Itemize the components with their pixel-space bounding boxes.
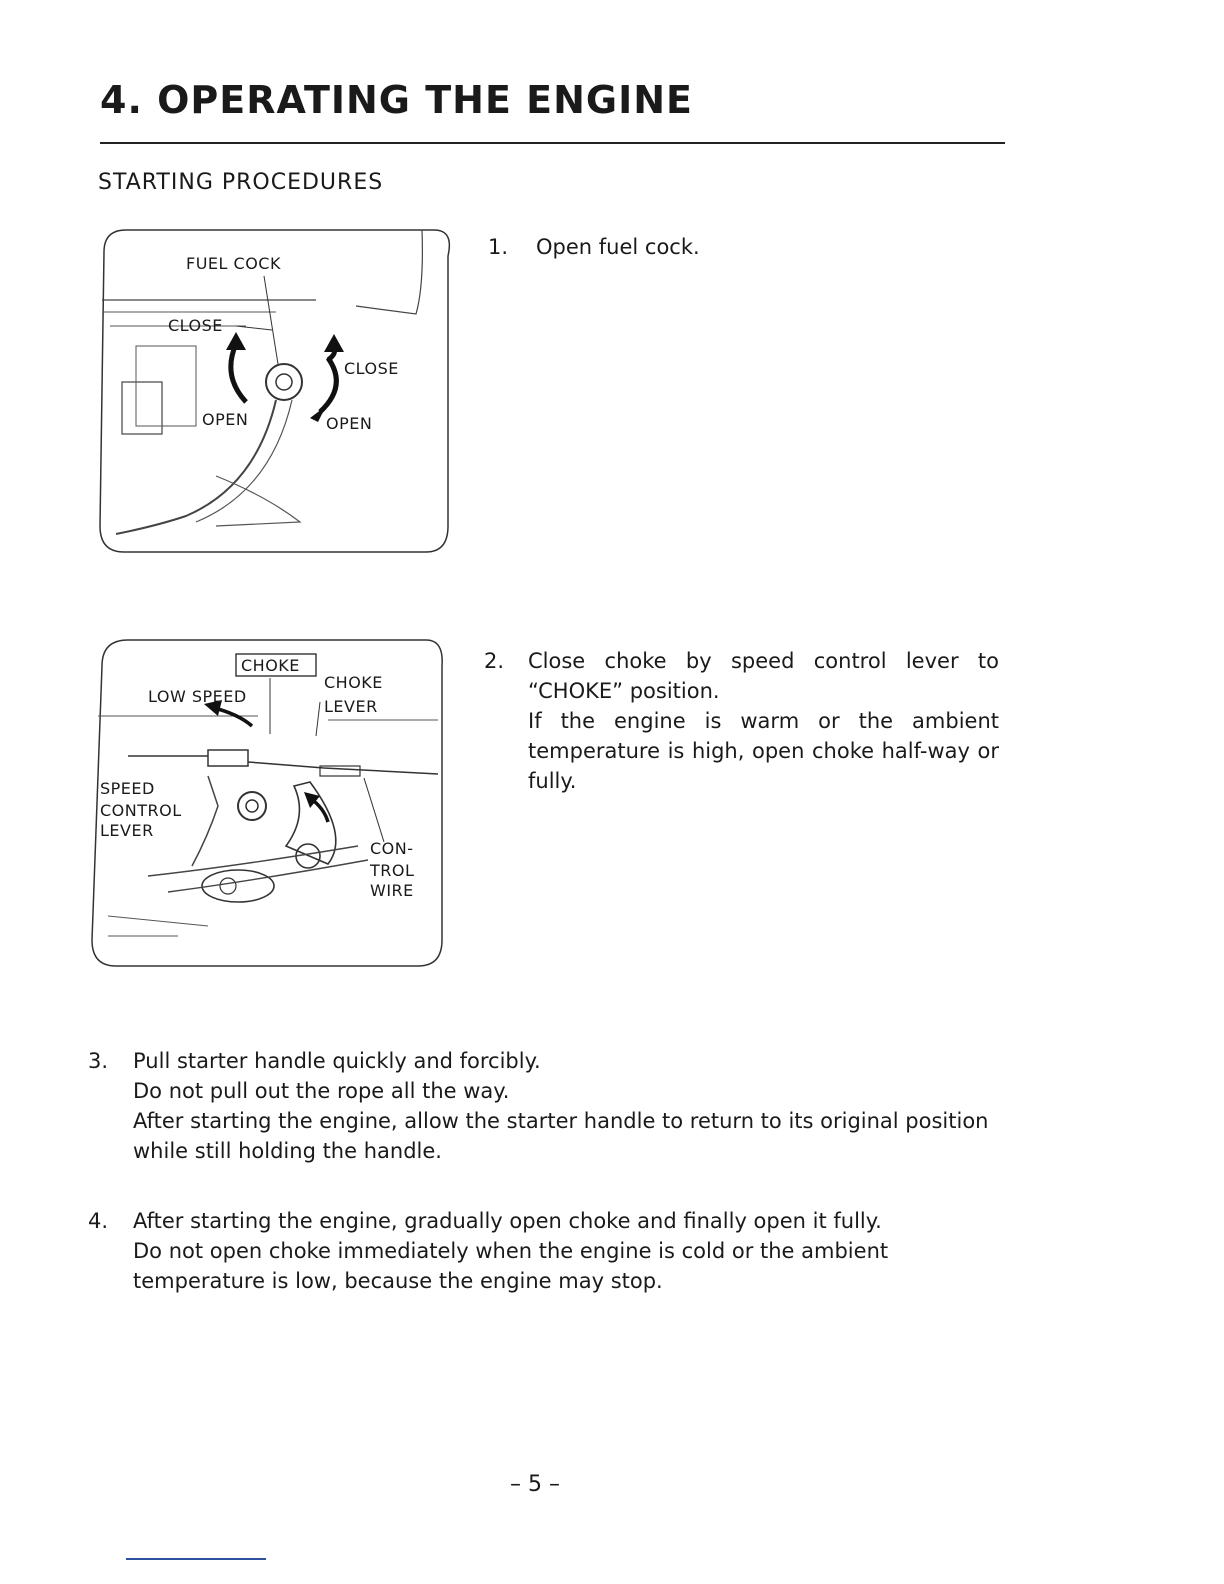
step-text: Open fuel cock. (536, 235, 700, 259)
choke-lever-illustration (88, 636, 448, 972)
step-number: 2. (484, 649, 505, 673)
label-close-right: CLOSE (344, 359, 399, 378)
step-text: Close choke by speed control lever to “CHOKE” position. (528, 649, 999, 703)
label-control-wire-3: WIRE (370, 881, 414, 900)
label-open-right: OPEN (326, 414, 373, 433)
step-number: 4. (88, 1209, 109, 1233)
page-number: – 5 – (510, 1472, 560, 1497)
label-fuel-cock: FUEL COCK (186, 254, 281, 273)
label-low-speed: LOW SPEED (148, 687, 247, 706)
label-choke-box: CHOKE (241, 656, 300, 675)
step-text: After starting the engine, allow the starter handle to return to its original position while still holding the handle. (133, 1109, 989, 1163)
title-underline (100, 142, 1005, 144)
step-text: Do not open choke immediately when the engine is cold or the ambient temperature is low, because the engine may stop. (133, 1239, 889, 1293)
label-speed-control-2: CONTROL (100, 801, 182, 820)
fuel-cock-illustration (96, 226, 456, 556)
step-number: 3. (88, 1049, 109, 1073)
label-control-wire-2: TROL (370, 861, 415, 880)
step-4 (88, 1206, 993, 1306)
page-title: 4. OPERATING THE ENGINE (100, 78, 693, 122)
label-choke-lever-1: CHOKE (324, 673, 383, 692)
step-text: Pull starter handle quickly and forcibly. (133, 1049, 541, 1073)
label-control-wire-1: CON- (370, 839, 414, 858)
step-text: After starting the engine, gradually open choke and finally open it fully. (133, 1209, 882, 1233)
label-speed-control-1: SPEED (100, 779, 155, 798)
bottom-rule (126, 1558, 266, 1560)
step-text: If the engine is warm or the ambient temperature is high, open choke half-way or fully. (528, 709, 999, 793)
section-subtitle: STARTING PROCEDURES (98, 170, 384, 195)
step-2 (484, 646, 999, 806)
step-number: 1. (488, 235, 509, 259)
label-choke-lever-2: LEVER (324, 697, 378, 716)
label-open-left: OPEN (202, 410, 249, 429)
step-1 (488, 232, 1008, 266)
label-close-left: CLOSE (168, 316, 223, 335)
label-speed-control-3: LEVER (100, 821, 154, 840)
step-3 (88, 1046, 993, 1176)
step-text: Do not pull out the rope all the way. (133, 1079, 510, 1103)
